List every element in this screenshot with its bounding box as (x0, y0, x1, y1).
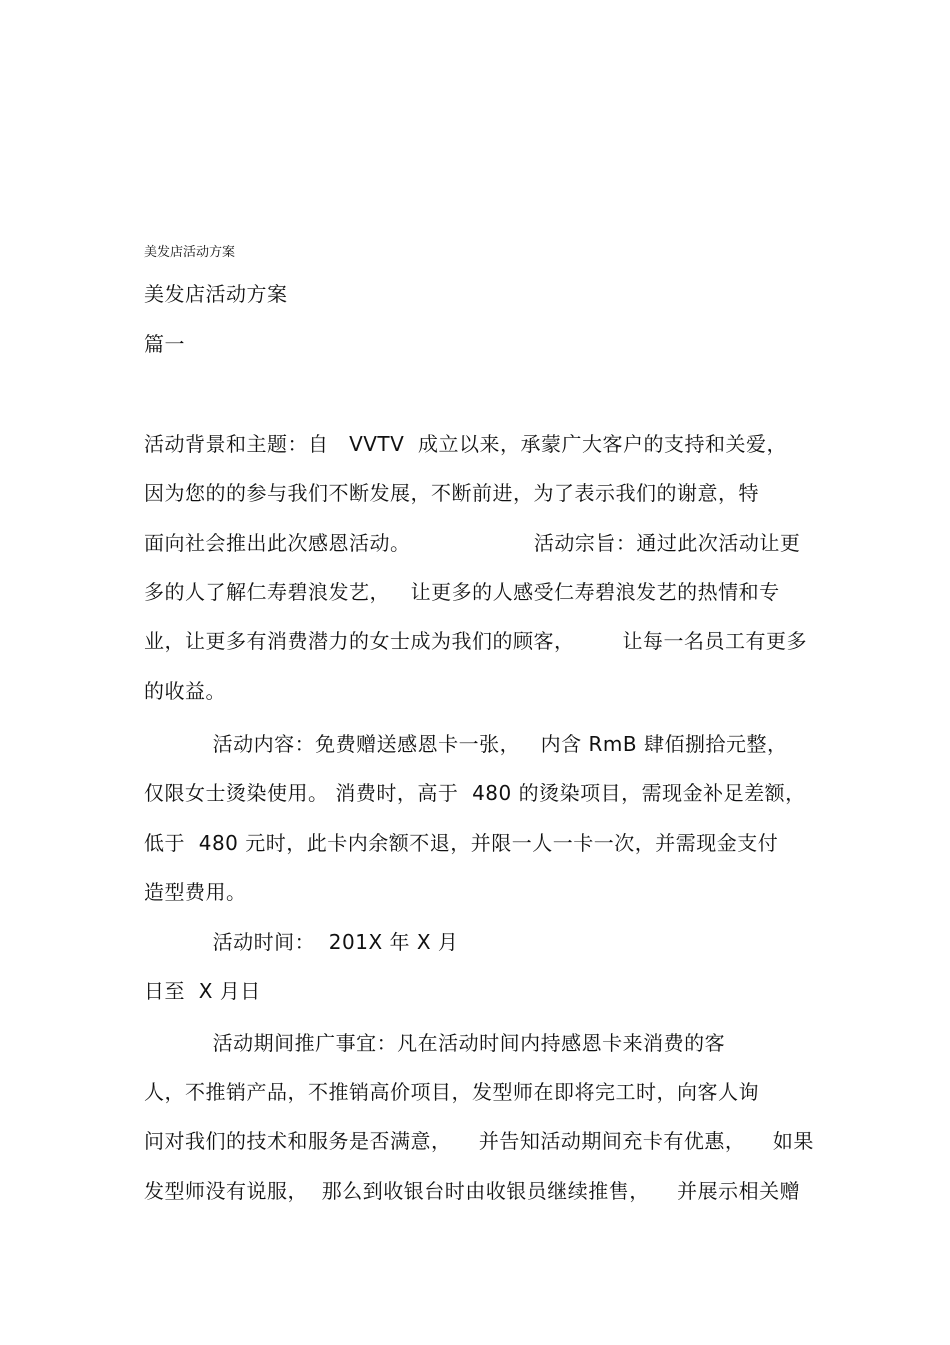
body-line: 面向社会推出此次感恩活动。 活动宗旨：通过此次活动让更 (144, 531, 801, 555)
body-line: 活动时间： 201X 年 X 月 (144, 930, 459, 954)
body-line: 活动内容：免费赠送感恩卡一张， 内含 RmB 肆佰捌拾元整， (144, 732, 788, 756)
body-line: 的收益。 (144, 679, 226, 703)
body-line: 低于 480 元时，此卡内余额不退，并限一人一卡一次，并需现金支付 (144, 831, 779, 855)
body-line: 因为您的的参与我们不断发展，不断前进，为了表示我们的谢意，特 (144, 481, 759, 505)
body-line: 仅限女士烫染使用。 消费时，高于 480 的烫染项目，需现金补足差额， (144, 781, 806, 805)
body-line: 发型师没有说服， 那么到收银台时由收银员继续推售， 并展示相关赠 (144, 1179, 801, 1203)
body-line: 活动期间推广事宜：凡在活动时间内持感恩卡来消费的客 (144, 1031, 726, 1055)
body-line: 造型费用。 (144, 880, 247, 904)
body-line: 业，让更多有消费潜力的女士成为我们的顾客， 让每一名员工有更多 (144, 629, 808, 653)
body-line: 问对我们的技术和服务是否满意， 并告知活动期间充卡有优惠， 如果 (144, 1129, 814, 1153)
running-header: 美发店活动方案 (144, 245, 236, 260)
body-line: 日至 X 月日 (144, 979, 261, 1003)
body-line: 多的人了解仁寿碧浪发艺， 让更多的人感受仁寿碧浪发艺的热情和专 (144, 580, 780, 604)
body-line: 人，不推销产品，不推销高价项目，发型师在即将完工时，向客人询 (144, 1080, 759, 1104)
section-heading: 篇一 (144, 332, 185, 356)
document-title: 美发店活动方案 (144, 282, 288, 306)
body-line: 活动背景和主题：自 VVTV 成立以来，承蒙广大客户的支持和关爱， (144, 432, 788, 456)
